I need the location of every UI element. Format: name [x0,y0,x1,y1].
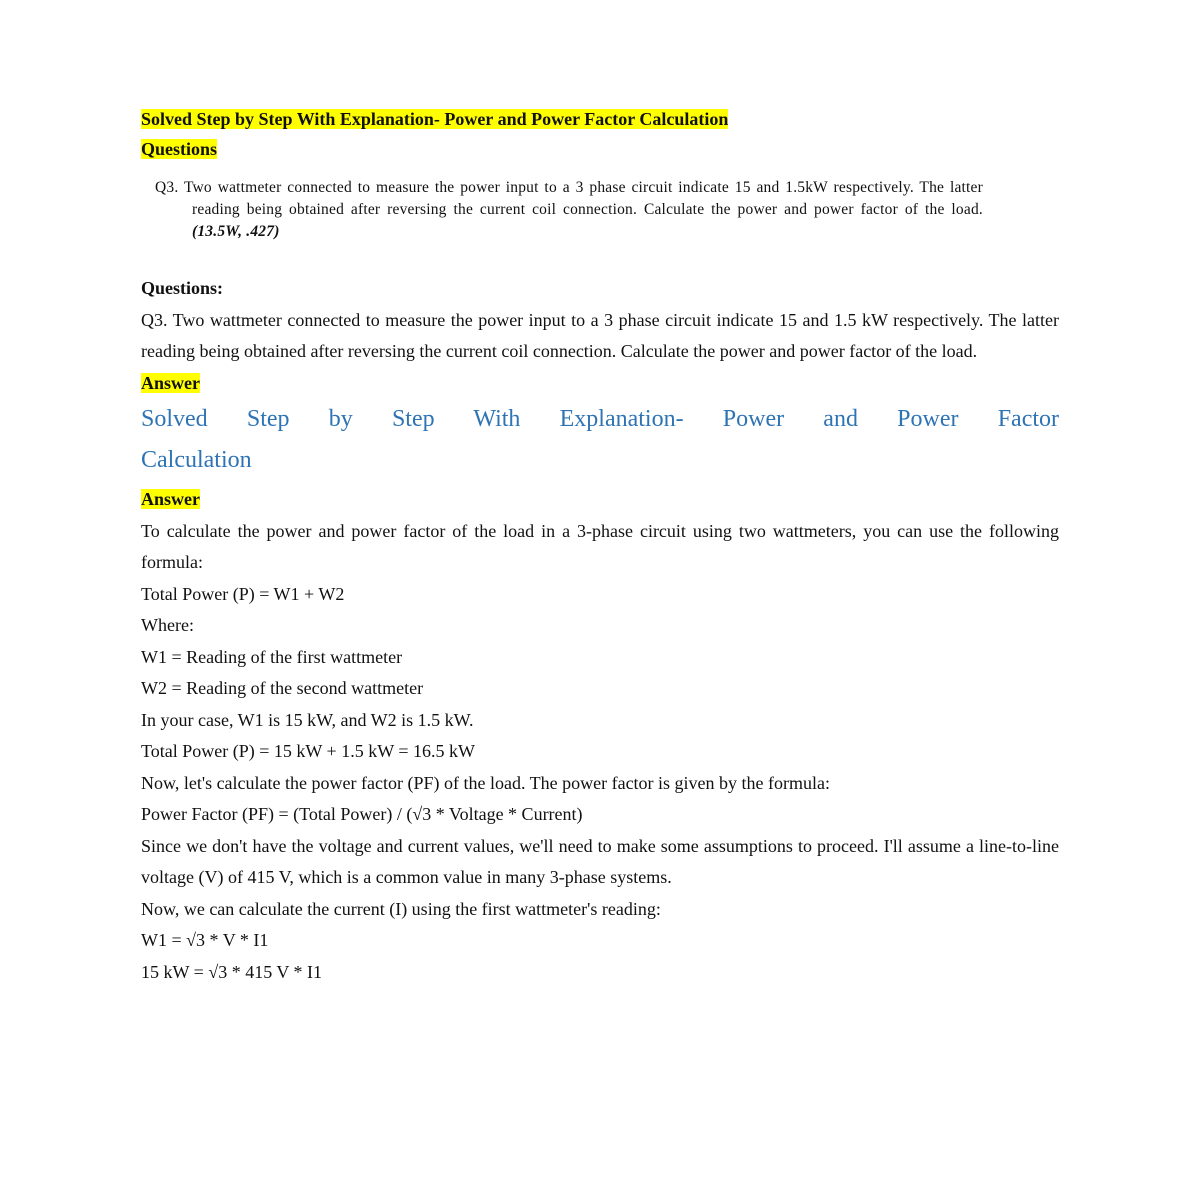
answer-line: 15 kW = √3 * 415 V * I1 [141,961,323,982]
questions-heading: Questions [141,139,218,159]
answer-line: Now, we can calculate the current (I) using the first wattmeter's reading: [141,898,661,919]
blue-heading [141,399,1059,481]
question-image-answer-hint: (13.5W, .427) [192,223,280,240]
document-title-line [141,107,1059,137]
document-page [141,107,1059,988]
questions-section [141,273,1059,399]
answer-line: Total Power (P) = W1 + W2 [141,583,345,604]
document-title: Solved Step by Step With Explanation- Power and Power Factor Calculation [141,109,729,129]
answer-line: Now, let's calculate the power factor (PF) of the load. The power factor is given by the formula: [141,772,831,793]
questions-label: Questions: [141,278,224,298]
question-image-excerpt [155,177,983,243]
blue-heading-line2: Calculation [141,447,252,473]
answer-line: W1 = Reading of the first wattmeter [141,646,403,667]
questions-heading-line [141,137,1059,167]
answer-line: Where: [141,615,194,635]
answer-line: W1 = √3 * V * I1 [141,930,269,950]
answer-line: W2 = Reading of the second wattmeter [141,678,424,698]
answer-line: In your case, W1 is 15 kW, and W2 is 1.5 kW. [141,709,474,730]
question-text: Q3. Two wattmeter connected to measure the power input to a 3 phase circuit indicate 15 and 1.5 kW respectively. The latter reading being obtained after reversing the current coil connection. Calculate the power and power factor of the load. [141,309,1059,361]
answer-line: Power Factor (PF) = (Total Power) / (√3 * Voltage * Current) [141,804,583,824]
answer-line: To calculate the power and power factor of the load in a 3-phase circuit using two wattmeters, you can use the following formula: [141,520,1059,572]
answer-label-2: Answer [141,489,200,509]
question-image-text: Q3. Two wattmeter connected to measure the power input to a 3 phase circuit indicate 15 and 1.5kW respectively. The latter reading being obtained after reversing the current coil connection. Calculate the power and power factor of the load. [155,179,983,218]
answer-label: Answer [141,372,200,393]
answer-line: Since we don't have the voltage and current values, we'll need to make some assumptions to proceed. I'll assume a line-to-line voltage (V) of 415 V, which is a common value in many 3-phase systems. [141,835,1059,887]
blue-heading-line1: Solved Step by Step With Explanation- Power and Power Factor [141,406,1059,432]
answer-line: Total Power (P) = 15 kW + 1.5 kW = 16.5 kW [141,741,475,761]
answer-section [141,484,1059,988]
